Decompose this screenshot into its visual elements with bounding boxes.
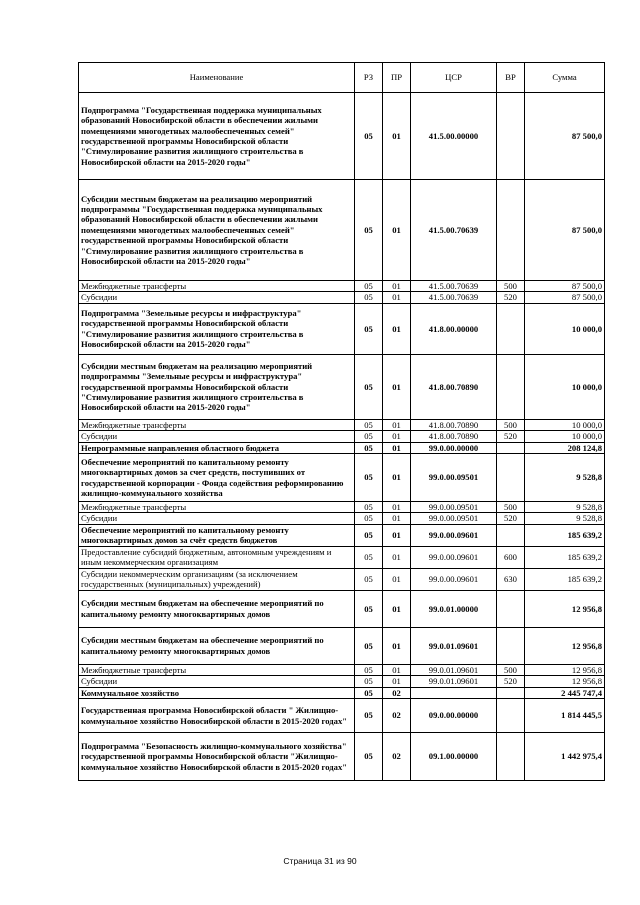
- cell-csr: 41.8.00.70890: [411, 419, 497, 430]
- cell-rz: 05: [355, 292, 383, 303]
- cell-vr: 520: [497, 676, 525, 687]
- cell-rz: 05: [355, 303, 383, 354]
- cell-rz: 05: [355, 733, 383, 781]
- cell-pr: 02: [383, 699, 411, 733]
- cell-rz: 05: [355, 442, 383, 453]
- table-row: [79, 546, 605, 568]
- cell-rz: 05: [355, 281, 383, 292]
- cell-csr: 99.0.01.00000: [411, 590, 497, 627]
- cell-sum: 87 500,0: [525, 180, 605, 281]
- cell-sum: 9 528,8: [525, 502, 605, 513]
- cell-pr: 01: [383, 354, 411, 419]
- cell-csr: 41.5.00.70639: [411, 180, 497, 281]
- cell-csr: 41.5.00.70639: [411, 292, 497, 303]
- table-row: [79, 454, 605, 502]
- cell-name: Субсидии местным бюджетам на реализацию мероприятий подпрограммы "Государственная поддержка муниципальных образований Новосибирской области в обеспечении жилыми помещениями многодетных малообеспеченных семей" государственной программы Новосибирской области "Стимулирование развития жилищного строительства в Новосибирской области на 2015-2020 годы": [79, 180, 355, 281]
- cell-sum: 9 528,8: [525, 454, 605, 502]
- cell-csr: 41.8.00.00000: [411, 303, 497, 354]
- cell-pr: 01: [383, 590, 411, 627]
- cell-csr: 41.5.00.00000: [411, 93, 497, 180]
- cell-rz: 05: [355, 93, 383, 180]
- cell-name: Межбюджетные трансферты: [79, 502, 355, 513]
- cell-rz: 05: [355, 568, 383, 590]
- cell-csr: 99.0.00.09601: [411, 524, 497, 546]
- cell-name: Предоставление субсидий бюджетным, автономным учреждениям и иным некоммерческим организациям: [79, 546, 355, 568]
- header-rz: РЗ: [355, 63, 383, 93]
- cell-rz: 05: [355, 180, 383, 281]
- cell-sum: 12 956,8: [525, 590, 605, 627]
- table-row: [79, 676, 605, 687]
- cell-rz: 05: [355, 431, 383, 442]
- table-row: [79, 664, 605, 675]
- cell-name: Подпрограмма "Государственная поддержка муниципальных образований Новосибирской области в обеспечении жилыми помещениями многодетных малообеспеченных семей" государственной программы Новосибирской области "Стимулирование развития жилищного строительства в Новосибирской области на 2015-2020 годы": [79, 93, 355, 180]
- cell-name: Межбюджетные трансферты: [79, 664, 355, 675]
- cell-csr: 99.0.01.09601: [411, 627, 497, 664]
- cell-pr: 01: [383, 676, 411, 687]
- cell-vr: [497, 699, 525, 733]
- cell-pr: 01: [383, 513, 411, 524]
- cell-vr: 500: [497, 419, 525, 430]
- table-row: [79, 354, 605, 419]
- table-row: [79, 590, 605, 627]
- cell-pr: 01: [383, 664, 411, 675]
- cell-vr: 630: [497, 568, 525, 590]
- cell-vr: 520: [497, 513, 525, 524]
- table-row: [79, 502, 605, 513]
- cell-rz: 05: [355, 354, 383, 419]
- cell-sum: 1 814 445,5: [525, 699, 605, 733]
- cell-name: Субсидии местным бюджетам на обеспечение мероприятий по капитальному ремонту многоквартирных домов: [79, 627, 355, 664]
- cell-vr: [497, 590, 525, 627]
- cell-pr: 01: [383, 281, 411, 292]
- cell-name: Субсидии: [79, 431, 355, 442]
- cell-pr: 01: [383, 546, 411, 568]
- cell-vr: [497, 733, 525, 781]
- cell-pr: 01: [383, 431, 411, 442]
- cell-rz: 05: [355, 546, 383, 568]
- cell-vr: [497, 524, 525, 546]
- cell-vr: [497, 442, 525, 453]
- table-row: [79, 687, 605, 698]
- table-row: [79, 699, 605, 733]
- cell-pr: 01: [383, 442, 411, 453]
- cell-csr: 41.8.00.70890: [411, 431, 497, 442]
- budget-document: [78, 62, 604, 781]
- cell-name: Подпрограмма "Безопасность жилищно-коммунального хозяйства" государственной программы Новосибирской области "Жилищно-коммунальное хозяйство Новосибирской области в 2015-2020 годах": [79, 733, 355, 781]
- header-pr: ПР: [383, 63, 411, 93]
- cell-name: Субсидии: [79, 676, 355, 687]
- cell-rz: 05: [355, 502, 383, 513]
- cell-rz: 05: [355, 664, 383, 675]
- table-row: [79, 292, 605, 303]
- cell-pr: 02: [383, 733, 411, 781]
- cell-sum: 1 442 975,4: [525, 733, 605, 781]
- cell-vr: 500: [497, 281, 525, 292]
- cell-vr: [497, 627, 525, 664]
- cell-name: Субсидии: [79, 513, 355, 524]
- budget-table: [78, 62, 605, 781]
- cell-name: Субсидии: [79, 292, 355, 303]
- cell-name: Межбюджетные трансферты: [79, 419, 355, 430]
- cell-sum: 87 500,0: [525, 292, 605, 303]
- cell-pr: 02: [383, 687, 411, 698]
- cell-name: Обеспечение мероприятий по капитальному ремонту многоквартирных домов за счет средств, поступивших от государственной корпорации - Фонда содействия реформированию жилищно-коммунального хозяйства: [79, 454, 355, 502]
- cell-csr: 09.0.00.00000: [411, 699, 497, 733]
- cell-rz: 05: [355, 513, 383, 524]
- cell-name: Субсидии местным бюджетам на реализацию мероприятий подпрограммы "Земельные ресурсы и инфраструктура" государственной программы Новосибирской области "Стимулирование развития жилищного строительства в Новосибирской области на 2015-2020 годы": [79, 354, 355, 419]
- cell-rz: 05: [355, 699, 383, 733]
- cell-vr: [497, 303, 525, 354]
- table-row: [79, 180, 605, 281]
- cell-pr: 01: [383, 568, 411, 590]
- cell-csr: 99.0.00.00000: [411, 442, 497, 453]
- cell-csr: 99.0.01.09601: [411, 676, 497, 687]
- cell-csr: 99.0.00.09501: [411, 454, 497, 502]
- cell-pr: 01: [383, 419, 411, 430]
- cell-sum: 185 639,2: [525, 568, 605, 590]
- table-header-row: [79, 63, 605, 93]
- cell-csr: 99.0.00.09601: [411, 568, 497, 590]
- cell-name: Непрограммные направления областного бюджета: [79, 442, 355, 453]
- cell-rz: 05: [355, 454, 383, 502]
- cell-sum: 10 000,0: [525, 431, 605, 442]
- cell-vr: [497, 180, 525, 281]
- cell-sum: 87 500,0: [525, 93, 605, 180]
- cell-pr: 01: [383, 524, 411, 546]
- cell-csr: 99.0.00.09501: [411, 513, 497, 524]
- cell-rz: 05: [355, 627, 383, 664]
- table-row: [79, 733, 605, 781]
- cell-name: Коммунальное хозяйство: [79, 687, 355, 698]
- cell-pr: 01: [383, 180, 411, 281]
- cell-csr: [411, 687, 497, 698]
- cell-csr: 09.1.00.00000: [411, 733, 497, 781]
- cell-csr: 99.0.01.09601: [411, 664, 497, 675]
- cell-sum: 208 124,8: [525, 442, 605, 453]
- cell-pr: 01: [383, 627, 411, 664]
- cell-rz: 05: [355, 419, 383, 430]
- cell-sum: 10 000,0: [525, 419, 605, 430]
- cell-csr: 41.8.00.70890: [411, 354, 497, 419]
- header-vr: ВР: [497, 63, 525, 93]
- table-row: [79, 513, 605, 524]
- cell-pr: 01: [383, 292, 411, 303]
- cell-vr: [497, 687, 525, 698]
- table-row: [79, 303, 605, 354]
- cell-vr: 520: [497, 292, 525, 303]
- table-row: [79, 627, 605, 664]
- cell-name: Межбюджетные трансферты: [79, 281, 355, 292]
- cell-csr: 41.5.00.70639: [411, 281, 497, 292]
- cell-sum: 12 956,8: [525, 627, 605, 664]
- cell-sum: 10 000,0: [525, 354, 605, 419]
- cell-sum: 185 639,2: [525, 546, 605, 568]
- page-footer: Страница 31 из 90: [283, 856, 357, 866]
- cell-vr: 500: [497, 664, 525, 675]
- table-row: [79, 442, 605, 453]
- cell-sum: 2 445 747,4: [525, 687, 605, 698]
- table-row: [79, 93, 605, 180]
- cell-rz: 05: [355, 524, 383, 546]
- cell-sum: 87 500,0: [525, 281, 605, 292]
- cell-sum: 12 956,8: [525, 676, 605, 687]
- cell-sum: 12 956,8: [525, 664, 605, 675]
- table-row: [79, 568, 605, 590]
- cell-name: Государственная программа Новосибирской области " Жилищно-коммунальное хозяйство Новосибирской области в 2015-2020 годах": [79, 699, 355, 733]
- cell-pr: 01: [383, 303, 411, 354]
- cell-pr: 01: [383, 93, 411, 180]
- cell-vr: [497, 93, 525, 180]
- cell-vr: 500: [497, 502, 525, 513]
- table-row: [79, 431, 605, 442]
- cell-pr: 01: [383, 454, 411, 502]
- cell-sum: 185 639,2: [525, 524, 605, 546]
- table-row: [79, 281, 605, 292]
- cell-vr: [497, 454, 525, 502]
- table-row: [79, 419, 605, 430]
- cell-sum: 9 528,8: [525, 513, 605, 524]
- cell-vr: [497, 354, 525, 419]
- cell-name: Подпрограмма "Земельные ресурсы и инфраструктура" государственной программы Новосибирской области "Стимулирование развития жилищного строительства в Новосибирской области на 2015-2020 годы": [79, 303, 355, 354]
- cell-name: Субсидии местным бюджетам на обеспечение мероприятий по капитальному ремонту многоквартирных домов: [79, 590, 355, 627]
- header-sum: Сумма: [525, 63, 605, 93]
- table-body: [79, 93, 605, 781]
- header-csr: ЦСР: [411, 63, 497, 93]
- cell-csr: 99.0.00.09501: [411, 502, 497, 513]
- cell-rz: 05: [355, 590, 383, 627]
- cell-csr: 99.0.00.09601: [411, 546, 497, 568]
- cell-rz: 05: [355, 687, 383, 698]
- cell-name: Субсидии некоммерческим организациям (за исключением государственных (муниципальных) учреждений): [79, 568, 355, 590]
- cell-vr: 600: [497, 546, 525, 568]
- cell-sum: 10 000,0: [525, 303, 605, 354]
- table-row: [79, 524, 605, 546]
- cell-name: Обеспечение мероприятий по капитальному ремонту многоквартирных домов за счёт средств бюджетов: [79, 524, 355, 546]
- cell-rz: 05: [355, 676, 383, 687]
- cell-pr: 01: [383, 502, 411, 513]
- cell-vr: 520: [497, 431, 525, 442]
- header-name: Наименование: [79, 63, 355, 93]
